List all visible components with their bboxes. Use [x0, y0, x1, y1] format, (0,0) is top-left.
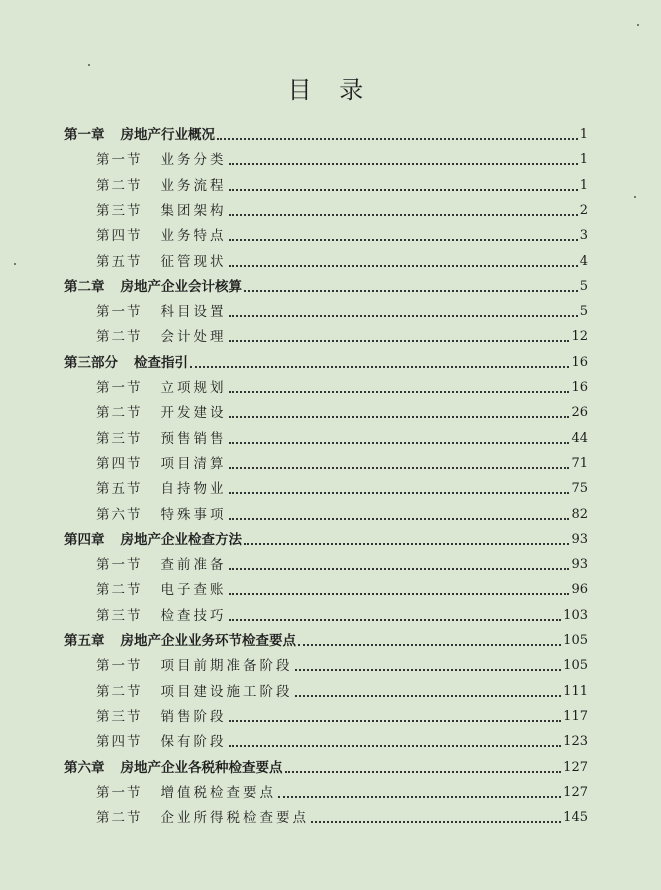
toc-chapter-entry: [64, 350, 588, 372]
entry-title: 业务流程: [160, 177, 227, 194]
entry-number: 第五章: [64, 633, 105, 649]
dot-leader: [295, 669, 562, 671]
dot-leader: [278, 796, 561, 798]
toc-chapter-entry: [64, 628, 588, 650]
entry-page-number: 16: [571, 380, 588, 395]
entry-title: 自持物业: [160, 481, 227, 498]
entry-number: 第一节: [96, 784, 143, 801]
entry-title: 电子查账: [160, 582, 227, 599]
entry-title: 房地产企业检查方法: [120, 531, 242, 548]
entry-number: 第六节: [96, 506, 143, 523]
entry-title: 保有阶段: [160, 734, 227, 751]
toc-chapter-entry: [64, 527, 588, 549]
entry-number: 第一节: [96, 557, 143, 574]
entry-page-number: 4: [579, 253, 588, 269]
dot-leader: [190, 366, 569, 368]
entry-title: 预售销售: [160, 430, 227, 447]
toc-section-entry: [96, 173, 588, 195]
entry-title: 项目建设施工阶段: [160, 683, 293, 700]
dot-leader: [229, 214, 578, 216]
dot-leader: [229, 265, 578, 267]
entry-page-number: 5: [579, 278, 588, 294]
entry-number: 第二节: [96, 683, 143, 700]
entry-page-number: 93: [571, 531, 588, 547]
toc-section-entry: [96, 198, 588, 220]
dot-leader: [229, 163, 578, 165]
page-title: 目 录: [287, 76, 374, 104]
toc-section-entry: [96, 324, 588, 346]
dot-leader: [229, 189, 578, 191]
entry-number: 第一节: [96, 304, 143, 321]
entry-number: 第二节: [96, 329, 143, 346]
entry-page-number: 1: [579, 177, 588, 193]
entry-title: 项目前期准备阶段: [160, 658, 293, 675]
entry-title: 检查技巧: [160, 607, 227, 624]
toc-chapter-entry: [64, 122, 588, 144]
toc-section-entry: [96, 502, 588, 524]
entry-title: 查前准备: [160, 557, 227, 574]
dot-leader: [244, 290, 578, 292]
entry-title: 特殊事项: [160, 506, 227, 523]
dot-leader: [229, 568, 570, 570]
entry-page-number: 1: [579, 152, 588, 168]
entry-page-number: 44: [571, 430, 588, 446]
entry-page-number: 127: [563, 784, 588, 800]
dot-leader: [285, 771, 562, 773]
entry-page-number: 117: [563, 708, 588, 724]
toc-chapter-entry: [64, 274, 588, 296]
toc-section-entry: [96, 299, 588, 321]
entry-number: 第一节: [96, 380, 143, 396]
toc-section-entry: [96, 603, 588, 625]
entry-number: 第一节: [96, 658, 143, 675]
entry-title: 会计处理: [160, 329, 227, 346]
entry-title: 房地产行业概况: [120, 127, 215, 143]
dot-leader: [244, 543, 569, 545]
toc-section-entry: [96, 426, 588, 448]
toc-section-entry: [96, 451, 588, 473]
dot-leader: [295, 695, 562, 697]
toc-section-entry: [96, 577, 588, 599]
dot-leader: [311, 821, 561, 823]
entry-number: 第二节: [96, 405, 143, 422]
dot-leader: [229, 416, 570, 418]
entry-title: 检查指引: [134, 354, 188, 371]
toc-section-entry: [96, 223, 588, 245]
entry-title: 业务分类: [160, 152, 227, 169]
entry-number: 第三部分: [64, 354, 118, 371]
dot-leader: [229, 315, 578, 317]
entry-number: 第二节: [96, 177, 143, 194]
entry-page-number: 111: [563, 683, 588, 699]
toc-section-entry: [96, 400, 588, 422]
entry-number: 第三节: [96, 430, 143, 447]
entry-number: 第一章: [64, 127, 105, 143]
entry-number: 第四节: [96, 455, 143, 472]
entry-page-number: 5: [579, 304, 588, 320]
entry-page-number: 82: [571, 506, 588, 522]
toc-section-entry: [96, 805, 588, 827]
entry-page-number: 3: [579, 228, 588, 244]
entry-title: 增值税检查要点: [160, 784, 276, 801]
toc-section-entry: [96, 704, 588, 726]
dot-leader: [229, 619, 562, 621]
entry-title: 科目设置: [160, 304, 227, 321]
paper-speck: [637, 24, 639, 26]
entry-number: 第六章: [64, 759, 105, 776]
dot-leader: [229, 442, 570, 444]
entry-page-number: 12: [571, 329, 588, 345]
toc-chapter-entry: [64, 755, 588, 777]
entry-number: 第三节: [96, 607, 143, 624]
toc-section-entry: [96, 476, 588, 498]
dot-leader: [229, 492, 570, 494]
dot-leader: [229, 593, 570, 595]
entry-number: 第二节: [96, 582, 143, 599]
entry-title: 征管现状: [160, 253, 227, 270]
paper-speck: [88, 64, 90, 66]
toc-section-entry: [96, 679, 588, 701]
entry-title: 销售阶段: [160, 708, 227, 725]
paper-speck: [634, 196, 636, 198]
entry-number: 第四节: [96, 734, 143, 751]
toc-section-entry: [96, 552, 588, 574]
dot-leader: [229, 340, 570, 342]
entry-page-number: 2: [579, 202, 588, 218]
toc-section-entry: [96, 147, 588, 169]
entry-number: 第三节: [96, 202, 143, 219]
entry-title: 项目清算: [160, 455, 227, 472]
entry-title: 房地产企业会计核算: [120, 278, 242, 295]
entry-page-number: 1: [579, 127, 588, 142]
dot-leader: [217, 138, 578, 140]
dot-leader: [229, 720, 562, 722]
entry-number: 第二节: [96, 810, 143, 827]
entry-title: 业务特点: [160, 228, 227, 245]
paper-speck: [14, 263, 16, 265]
entry-page-number: 26: [571, 405, 588, 421]
entry-title: 立项规划: [160, 380, 227, 396]
entry-page-number: 127: [563, 759, 588, 775]
entry-number: 第四章: [64, 531, 105, 548]
entry-title: 集团架构: [160, 202, 227, 219]
entry-page-number: 123: [563, 734, 588, 750]
dot-leader: [229, 239, 578, 241]
entry-number: 第二章: [64, 278, 105, 295]
entry-number: 第五节: [96, 481, 143, 498]
toc-section-entry: [96, 653, 588, 675]
entry-page-number: 75: [571, 481, 588, 497]
toc-section-entry: [96, 780, 588, 802]
entry-title: 企业所得税检查要点: [160, 810, 309, 827]
entry-title: 房地产企业各税种检查要点: [120, 759, 283, 776]
entry-title: 房地产企业业务环节检查要点: [120, 633, 296, 649]
entry-page-number: 145: [563, 810, 588, 826]
toc-section-entry: [96, 375, 588, 397]
entry-page-number: 105: [563, 633, 588, 648]
entry-number: 第五节: [96, 253, 143, 270]
entry-title: 开发建设: [160, 405, 227, 422]
toc-section-entry: [96, 249, 588, 271]
toc-section-entry: [96, 729, 588, 751]
dot-leader: [229, 745, 562, 747]
dot-leader: [229, 518, 570, 520]
entry-number: 第四节: [96, 228, 143, 245]
entry-page-number: 16: [571, 354, 588, 370]
entry-number: 第一节: [96, 152, 143, 169]
entry-page-number: 103: [563, 607, 588, 623]
entry-page-number: 93: [571, 557, 588, 573]
entry-page-number: 105: [563, 658, 588, 674]
entry-page-number: 71: [571, 455, 588, 471]
entry-page-number: 96: [571, 582, 588, 598]
dot-leader: [229, 467, 570, 469]
dot-leader: [229, 391, 570, 393]
entry-number: 第三节: [96, 708, 143, 725]
dot-leader: [298, 644, 561, 646]
